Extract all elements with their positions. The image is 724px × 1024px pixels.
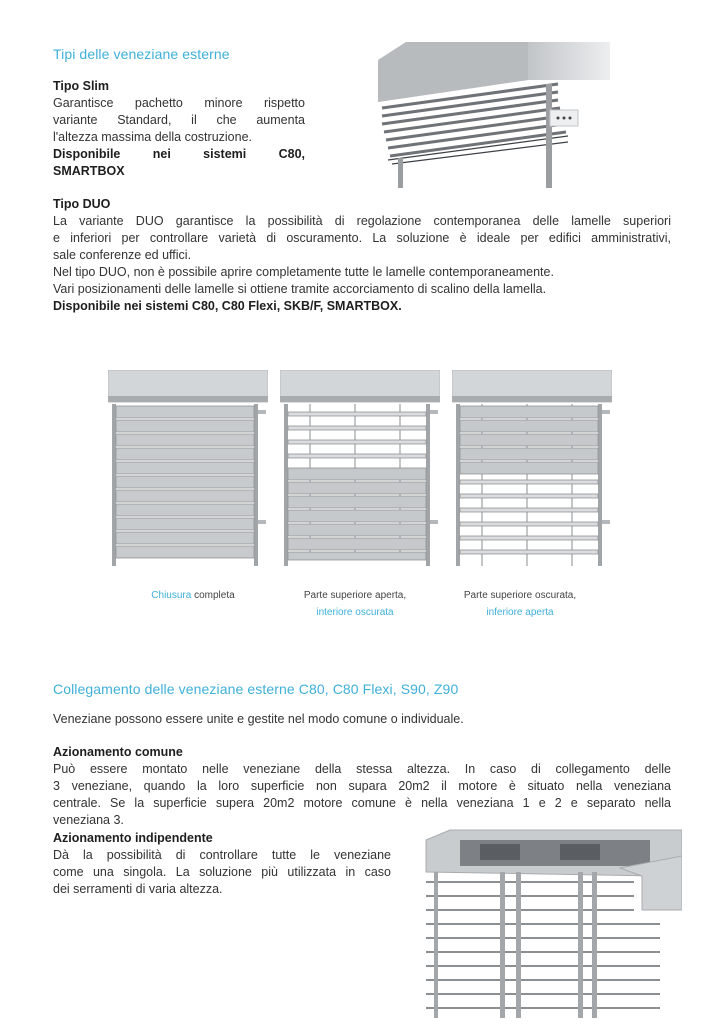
comune-line-1: Può essere montato nelle veneziane della stessa altezza. In caso di collegamento delle <box>53 762 671 776</box>
collegamento-intro: Veneziane possono essere unite e gestite nel modo comune o individuale. <box>53 712 464 726</box>
caption-closed <box>108 587 278 604</box>
blind-image-bottom-open <box>452 370 612 570</box>
comune-line-3: centrale. Se la superficie supera 20m2 motore comune è nella veneziana 1 e 2 e separato nella <box>53 796 671 810</box>
comune-line-4: veneziana 3. <box>53 813 124 827</box>
caption-bottom-open-line-2: inferiore aperta <box>486 607 554 618</box>
slim-line-1: Garantisce pachetto minore rispetto <box>53 96 305 110</box>
caption-closed-rest: completa <box>191 590 235 601</box>
slim-block <box>53 78 305 180</box>
caption-bottom-open <box>437 587 603 621</box>
indipendente-line-3: dei serramenti di varia altezza. <box>53 882 223 896</box>
caption-top-open-line-2: interiore oscurata <box>316 607 394 618</box>
caption-top-open <box>272 587 438 621</box>
duo-line-5: Vari posizionamenti delle lamelle si ottiene tramite accorciamento di scalino della lamella. <box>53 282 547 296</box>
indipendente-block <box>53 830 391 898</box>
indipendente-line-1: Dà la possibilità di controllare tutte le veneziane <box>53 848 391 862</box>
blind-image-closed <box>108 370 268 570</box>
connected-blinds-image <box>420 828 682 1018</box>
slim-line-2: variante Standard, il che aumenta <box>53 113 305 127</box>
duo-line-1: La variante DUO garantisce la possibilità di regolazione contemporanea delle lamelle superiori <box>53 214 671 228</box>
duo-heading: Tipo DUO <box>53 197 111 211</box>
section-title-collegamento: Collegamento delle veneziane esterne C80, C80 Flexi, S90, Z90 <box>53 681 459 697</box>
slim-line-3: l'altezza massima della costruzione. <box>53 130 252 144</box>
duo-block <box>53 196 671 315</box>
blind-image-top-open <box>280 370 440 570</box>
duo-availability: Disponibile nei sistemi C80, C80 Flexi, SKB/F, SMARTBOX. <box>53 299 402 313</box>
slim-availability-1: Disponibile nei sistemi C80, <box>53 147 305 161</box>
indipendente-line-2: come una singola. La soluzione più utilizzata in caso <box>53 865 391 879</box>
slim-availability-2: SMARTBOX <box>53 164 125 178</box>
indipendente-heading: Azionamento indipendente <box>53 831 213 845</box>
caption-closed-accent: Chiusura <box>151 590 192 601</box>
duo-line-2: e inferiori per controllare varietà di oscuramento. La soluzione è ideale per edifici amministrativi, <box>53 231 671 245</box>
section-title-tipi: Tipi delle veneziane esterne <box>53 46 230 62</box>
caption-top-open-line-1: Parte superiore aperta, <box>303 590 407 601</box>
slim-heading: Tipo Slim <box>53 79 110 93</box>
comune-block <box>53 744 671 829</box>
comune-heading: Azionamento comune <box>53 745 183 759</box>
duo-line-4: Nel tipo DUO, non è possibile aprire completamente tutte le lamelle contemporaneamente. <box>53 265 554 279</box>
slim-blind-image <box>378 40 610 190</box>
caption-bottom-open-line-1: Parte superiore oscurata, <box>463 590 577 601</box>
duo-line-3: sale conferenze ed uffici. <box>53 248 192 262</box>
comune-line-2: 3 veneziane, quando la loro superficie non supara 20m2 il motore è situato nella veneziana <box>53 779 671 793</box>
